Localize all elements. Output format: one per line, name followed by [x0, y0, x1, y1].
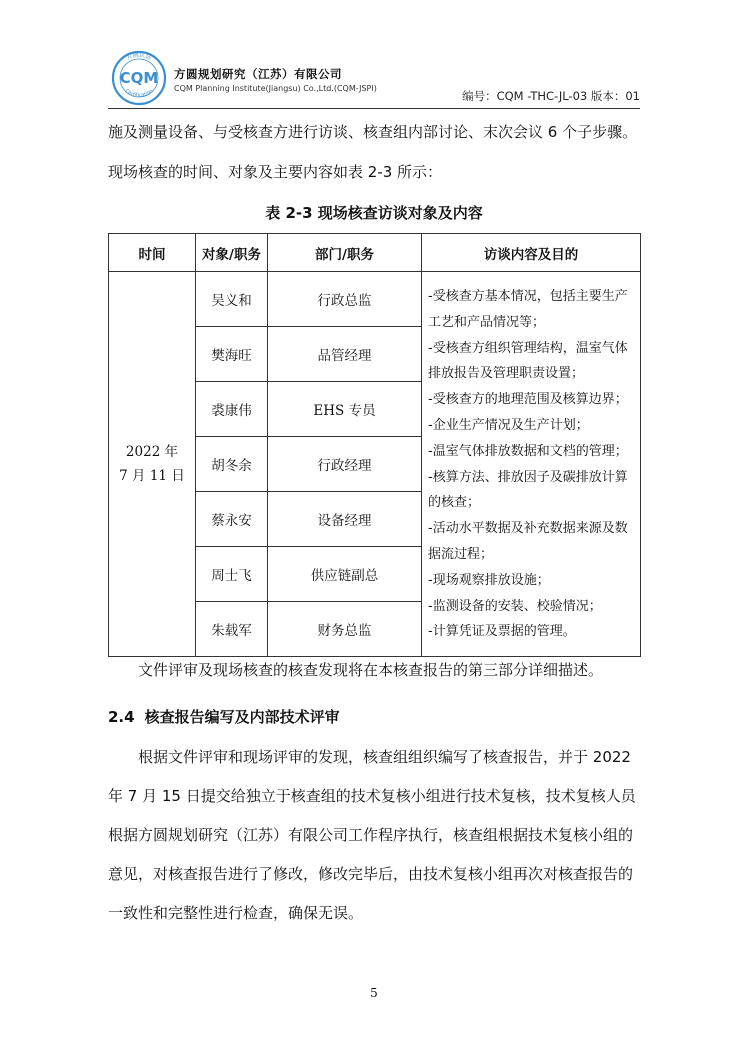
- content-line: -受核查方组织管理结构，温室气体: [428, 340, 628, 356]
- org-name-cn: 方圆规划研究（江苏）有限公司: [174, 67, 342, 81]
- intro-line-1: 施及测量设备、与受核查方进行访谈、核查组内部讨论、末次会议 6 个子步骤。: [108, 123, 638, 141]
- date-line-1: 2022 年: [125, 444, 179, 460]
- content-line: -现场观察排放设施；: [428, 572, 550, 588]
- org-name-en: CQM Planning Institute(Jiangsu) Co.,Ltd.(CQM-JSPI): [174, 84, 377, 93]
- header-person: 对象/职务: [196, 234, 268, 272]
- person-cell: 朱载军: [196, 602, 268, 657]
- department-cell: 财务总监: [268, 602, 422, 657]
- paragraph-line: 年 7 月 15 日提交给独立于核查组的技术复核小组进行技术复核，技术复核人员: [108, 787, 636, 805]
- content-line: -受核查方的地理范围及核算边界；: [428, 392, 628, 408]
- table-caption: 表 2-3 现场核查访谈对象及内容: [265, 204, 483, 222]
- person-cell: 吴义和: [196, 272, 268, 327]
- content-line: 据流过程；: [428, 546, 494, 562]
- paragraph-line: 根据文件评审和现场评审的发现，核查组组织编写了核查报告，并于 2022: [138, 748, 631, 766]
- header-content: 访谈内容及目的: [422, 234, 641, 272]
- section-paragraph: [108, 738, 640, 933]
- person-cell: 樊海旺: [196, 327, 268, 382]
- department-cell: 行政总监: [268, 272, 422, 327]
- header-rule: [108, 108, 640, 109]
- after-table-paragraph: 文件评审及现场核查的核查发现将在本核查报告的第三部分详细描述。: [138, 661, 604, 679]
- header-time: 时间: [109, 234, 196, 272]
- date-cell: [109, 272, 196, 657]
- content-line: -活动水平数据及补充数据来源及数: [428, 521, 628, 537]
- document-number: 编号：CQM -THC-JL-03 版本：01: [462, 89, 640, 103]
- department-cell: 品管经理: [268, 327, 422, 382]
- person-cell: 蔡永安: [196, 492, 268, 547]
- table-row: [109, 272, 641, 327]
- page-header: [108, 48, 640, 110]
- department-cell: EHS 专员: [268, 382, 422, 437]
- department-cell: 供应链副总: [268, 547, 422, 602]
- section-title: 核查报告编写及内部技术评审: [144, 708, 340, 726]
- content-line: -温室气体排放数据和文档的管理；: [428, 443, 628, 459]
- person-cell: 裘康伟: [196, 382, 268, 437]
- svg-text:Certification: Certification: [123, 88, 155, 99]
- section-heading: [108, 706, 350, 727]
- content-line: 工艺和产品情况等；: [428, 314, 546, 330]
- interview-table: [108, 233, 641, 657]
- department-cell: 设备经理: [268, 492, 422, 547]
- table-header-row: [109, 234, 641, 272]
- content-line: -计算凭证及票据的管理。: [428, 624, 576, 640]
- content-line: -企业生产情况及生产计划；: [428, 417, 589, 433]
- paragraph-line: 根据方圆规划研究（江苏）有限公司工作程序执行，核查组根据技术复核小组的: [108, 826, 634, 844]
- person-cell: 胡冬余: [196, 437, 268, 492]
- header-department: 部门/职务: [268, 234, 422, 272]
- page-number: 5: [370, 986, 378, 1000]
- content-line: 的核查；: [428, 495, 481, 511]
- paragraph-line: 意见，对核查报告进行了修改，修改完毕后，由技术复核小组再次对核查报告的: [108, 865, 634, 883]
- intro-line-2: 现场核查的时间、对象及主要内容如表 2-3 所示：: [108, 163, 443, 181]
- content-line: -核算方法、排放因子及碳排放计算: [428, 469, 628, 485]
- interview-content-cell: [422, 272, 641, 657]
- department-cell: 行政经理: [268, 437, 422, 492]
- content-line: -受核查方基本情况，包括主要生产: [428, 289, 628, 304]
- content-line: -监测设备的安装、校验情况；: [428, 598, 602, 614]
- svg-text:方圆认证: 方圆认证: [125, 51, 153, 62]
- date-line-2: 7 月 11 日: [119, 468, 185, 484]
- paragraph-line: 一致性和完整性进行检查，确保无误。: [108, 904, 364, 922]
- cqm-logo-icon: [108, 48, 170, 106]
- person-cell: 周士飞: [196, 547, 268, 602]
- section-number: 2.4: [108, 708, 135, 726]
- content-line: 排放报告及管理职责设置；: [428, 366, 585, 382]
- svg-text:CQM: CQM: [119, 69, 159, 87]
